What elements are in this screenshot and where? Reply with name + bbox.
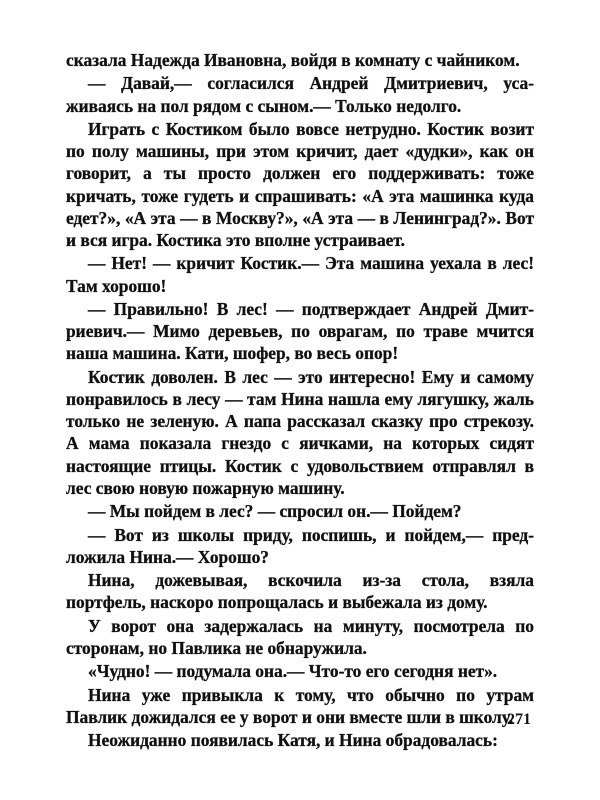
paragraph: — Вот из школы приду, поспишь, и пойдем,— предложила Нина.— Хорошо?	[66, 524, 534, 567]
body-text	[66, 49, 534, 753]
paragraph: Костик доволен. В лес — это интересно! Ему и самому понравилось в лесу — там Нина нашла ему лягушку, жаль только не зеленую. А папа рассказал сказку про стрекозу. А мама показала гнездо с яичками, на которых сидят настоящие птицы. Костик с удовольствием отправлял в лес свою новую пожарную машину.	[66, 366, 534, 498]
paragraph: «Чудно! — подумала она.— Что-то его сегодня нет».	[88, 661, 498, 682]
paragraph: сказала Надежда Ивановна, войдя в комнату с чайником.	[66, 50, 520, 70]
paragraph: Играть с Костиком было вовсе нетрудно. Костик возит по полу машины, при этом кричит, дает «дудки», как он говорит, а ты просто должен его поддерживать: тоже кричать, тоже гудеть и спрашивать: «А эта машинка куда едет?», «А эта — в Москву?», «А эта — в Ленинград?». Вот и вся игра. Костика это вполне устраивает.	[66, 118, 534, 250]
paragraph: — Мы пойдем в лес? — спросил он.— Пойдем?	[88, 501, 462, 522]
paragraph: — Давай,— согласился Андрей Дмитриевич, усаживаясь на пол рядом с сыном.— Только недолго.	[66, 73, 534, 116]
paragraph: — Правильно! В лес! — подтверждает Андрей Дмитриевич.— Мимо деревьев, по оврагам, по траве мчится наша машина. Кати, шофер, во весь опор!	[66, 298, 534, 364]
paragraph: — Нет! — кричит Костик.— Эта машина уехала в лес! Там хорошо!	[66, 253, 534, 296]
paragraph: У ворот она задержалась на минуту, посмотрела по сторонам, но Павлика не обнаружила.	[66, 615, 534, 658]
paragraph: Нина, дожевывая, вскочила из-за стола, взяла портфель, наскоро попрощалась и выбежала из дому.	[66, 570, 534, 613]
paragraph: Неожиданно появилась Катя, и Нина обрадовалась:	[88, 730, 498, 751]
paragraph: Нина уже привыкла к тому, что обычно по утрам Павлик дожидался ее у ворот и они вместе шли в школу.	[66, 684, 534, 727]
page-number: 271	[507, 711, 531, 728]
